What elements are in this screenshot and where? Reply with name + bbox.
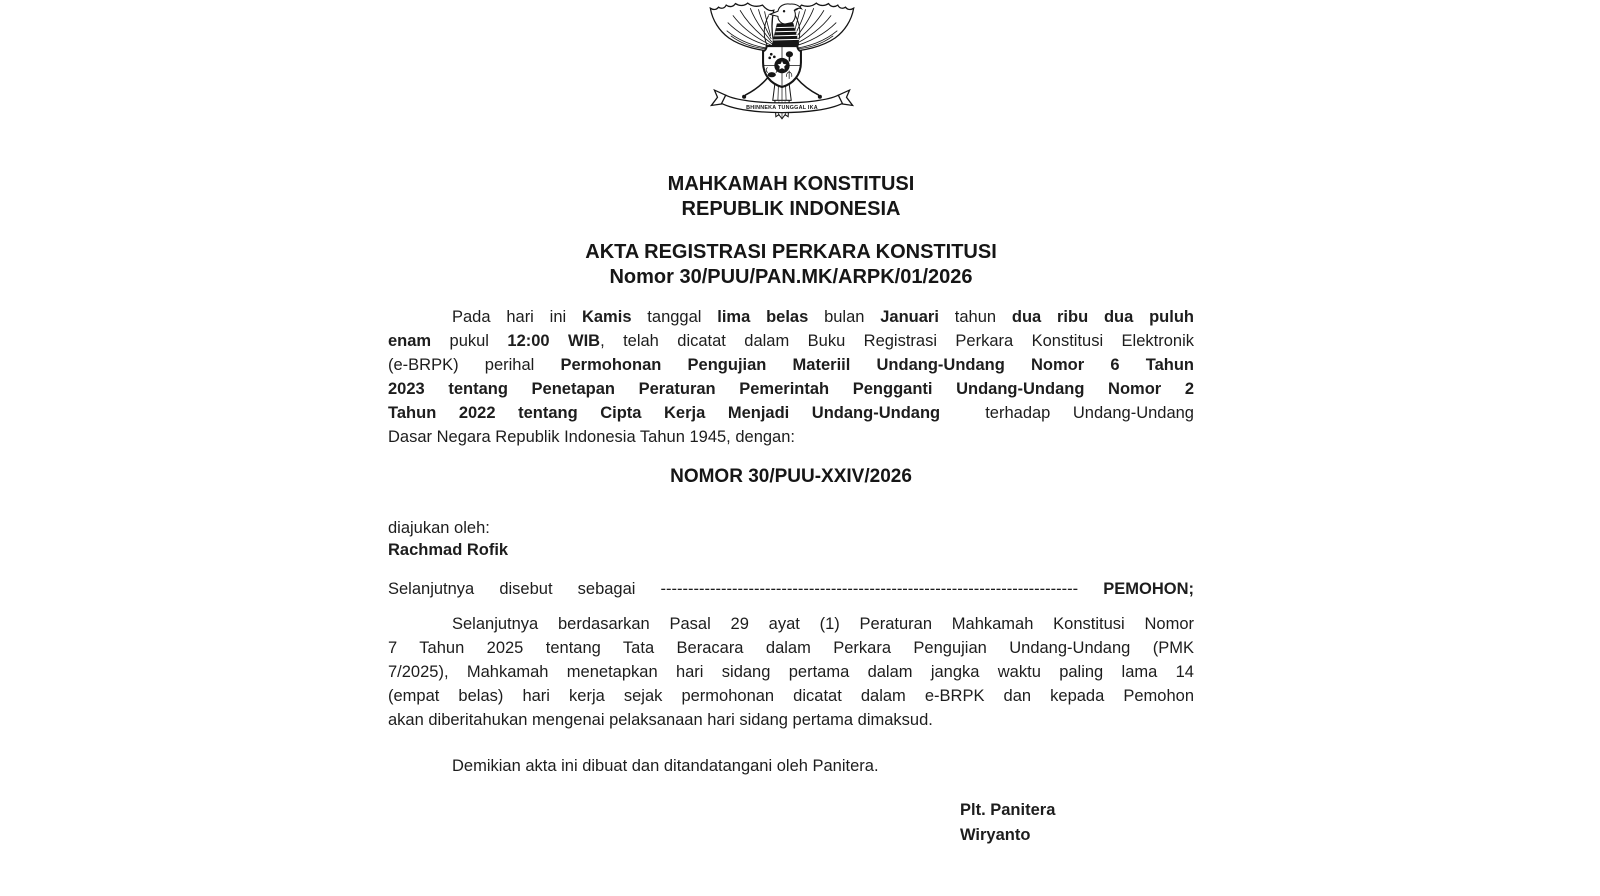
petitioner-name: Rachmad Rofik [388,541,509,559]
motto-text: BHINNEKA TUNGGAL IKA [746,105,818,112]
institution-name-line2: REPUBLIK INDONESIA [681,198,901,220]
submitted-by-block [388,517,1194,561]
paragraph-line: akan diberitahukan mengenai pelaksanaan hari sidang pertama dimaksud. [388,711,933,729]
document-title-line: AKTA REGISTRASI PERKARA KONSTITUSI [585,241,997,263]
letterhead [388,172,1194,222]
document-number-line: Nomor 30/PUU/PAN.MK/ARPK/01/2026 [609,266,973,288]
paragraph-line: Pada hari ini Kamis tanggal lima belas bulan Januari tahun dua ribu dua puluh [452,308,1194,326]
registration-paragraph [388,305,1194,449]
garuda-pancasila-emblem [708,0,856,129]
shield [763,46,801,87]
signature-block [960,798,1055,848]
procedural-paragraph [388,612,1194,732]
paragraph-line: 7 Tahun 2025 tentang Tata Beracara dalam Perkara Pengujian Undang-Undang (PMK [388,639,1194,657]
signatory-name: Wiryanto [960,826,1031,844]
paragraph-line: 7/2025), Mahkamah menetapkan hari sidang pertama dalam jangka waktu paling lama 14 [388,663,1194,681]
document-title [388,240,1194,290]
paragraph-line: Dasar Negara Republik Indonesia Tahun 1945, dengan: [388,428,795,446]
signatory-title: Plt. Panitera [960,801,1056,819]
paragraph-line: enam pukul 12:00 WIB, telah dicatat dalam Buku Registrasi Perkara Konstitusi Elektronik [388,332,1195,350]
paragraph-line: 2023 tentang Penetapan Peraturan Pemerintah Pengganti Undang-Undang Nomor 2 [388,380,1194,398]
case-number: NOMOR 30/PUU-XXIV/2026 [670,466,912,487]
document-page [388,0,1194,896]
submitted-by-label: diajukan oleh: [388,519,490,537]
paragraph-line: Tahun 2022 tentang Cipta Kerja Menjadi Undang-Undang terhadap Undang-Undang [388,404,1194,422]
closing-statement: Demikian akta ini dibuat dan ditandatangani oleh Panitera. [452,757,879,775]
paragraph-line: (e-BRPK) perihal Permohonan Pengujian Materiil Undang-Undang Nomor 6 Tahun [388,356,1194,374]
paragraph-line: Selanjutnya berdasarkan Pasal 29 ayat (1) Peraturan Mahkamah Konstitusi Nomor [452,615,1194,633]
petitioner-designation-line: Selanjutnya disebut sebagai ---------------------------------------------------------------------------- PEMOHON; [388,580,1194,598]
institution-name-line1: MAHKAMAH KONSTITUSI [667,173,915,195]
paragraph-line: (empat belas) hari kerja sejak permohonan dicatat dalam e-BRPK dan kepada Pemohon [388,687,1194,705]
